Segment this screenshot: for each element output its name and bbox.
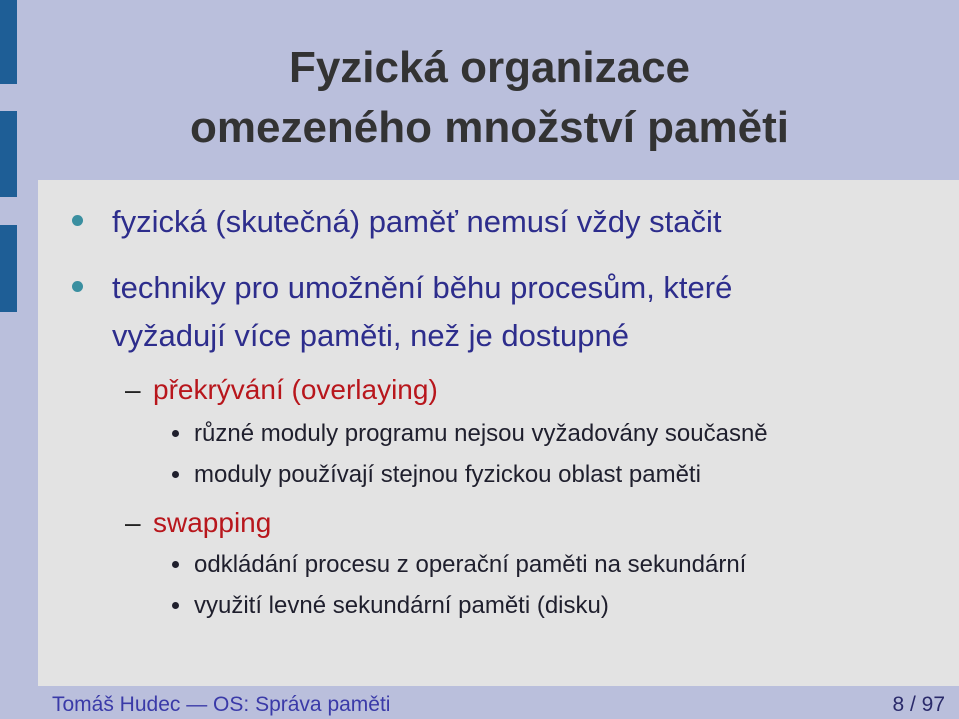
page-number: 8 / 97 (892, 693, 945, 716)
slide-title-line2: omezeného množství paměti (189, 103, 789, 152)
sub-item-term: swapping (153, 507, 272, 538)
dot-icon (172, 430, 179, 437)
bullet-text: techniky pro umožnění běhu procesům, které (112, 270, 733, 305)
bullet-icon (72, 281, 83, 292)
slide-title-line1: Fyzická organizace (288, 43, 691, 92)
dot-icon (172, 561, 179, 568)
accent-bar-bottom (0, 225, 17, 312)
bullet-text: fyzická (skutečná) paměť nemusí vždy stačit (112, 204, 722, 239)
sub-item-term-suffix: (overlaying) (291, 374, 438, 405)
sub-item-text (153, 505, 271, 541)
sub-item-term: překrývání (153, 374, 284, 405)
slide-title (0, 38, 959, 158)
bullet-text: vyžadují více paměti, než je dostupné (112, 318, 629, 353)
dash-icon: – (125, 374, 141, 405)
dot-icon (172, 471, 179, 478)
dot-icon (172, 602, 179, 609)
detail-text: různé moduly programu nejsou vyžadovány současně (194, 420, 768, 447)
footer (0, 686, 959, 719)
footer-author-title: Tomáš Hudec — OS: Správa paměti (52, 693, 391, 716)
bullet-icon (72, 215, 83, 226)
detail-text: moduly používají stejnou fyzickou oblast paměti (194, 461, 701, 488)
dash-icon: – (125, 507, 141, 538)
detail-text: využití levné sekundární paměti (disku) (194, 592, 609, 619)
detail-text: odkládání procesu z operační paměti na sekundární (194, 551, 747, 578)
sub-item-text (153, 372, 438, 408)
